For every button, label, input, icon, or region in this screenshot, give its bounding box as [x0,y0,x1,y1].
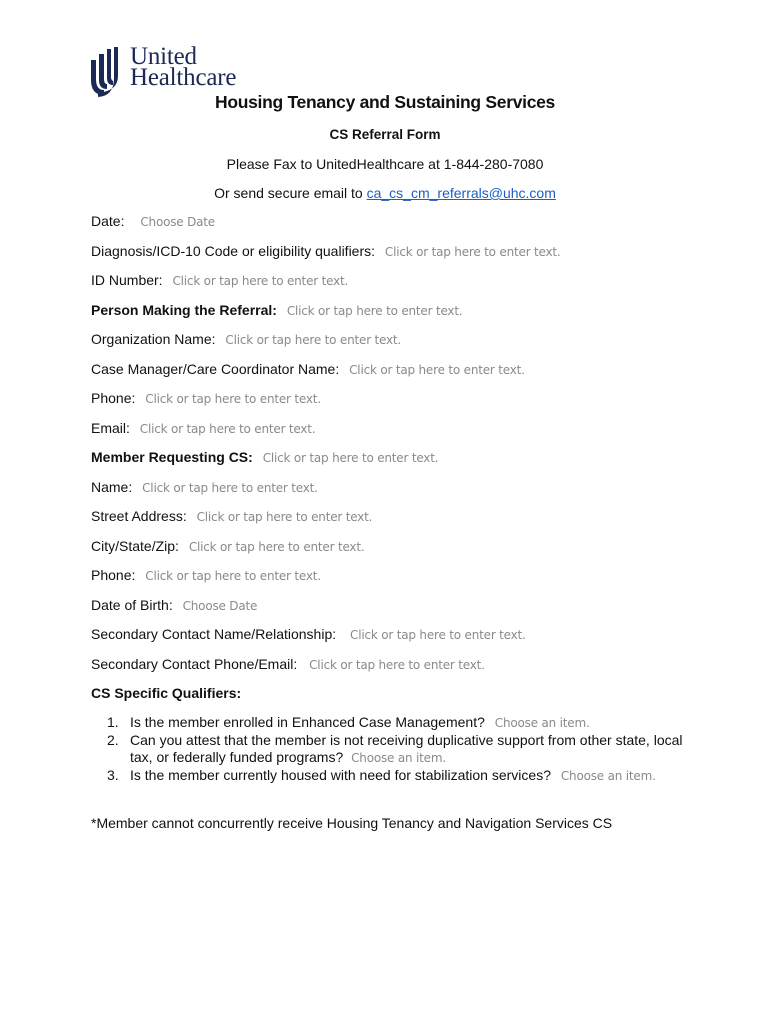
city-state-zip-label: City/State/Zip: [91,538,179,554]
street-address-field [91,508,372,524]
member-requesting-label: Member Requesting CS: [91,449,253,465]
referrer-phone-label: Phone: [91,390,136,406]
date-of-birth-field [91,597,257,613]
email-prefix: Or send secure email to [214,185,363,201]
member-requesting-field [91,449,438,465]
date-of-birth-picker[interactable]: Choose Date [182,599,258,613]
referrer-email-field [91,420,315,436]
member-phone-input[interactable]: Click or tap here to enter text. [145,569,321,583]
uhc-logo-icon [90,46,124,98]
qualifier-number: 3. [107,767,119,783]
case-manager-field [91,361,525,377]
member-phone-label: Phone: [91,567,136,583]
referrer-email-input[interactable]: Click or tap here to enter text. [139,422,316,436]
secondary-phone-field [91,656,485,672]
qualifier-text: Can you attest that the member is not receiving duplicative support from other state, local tax, or federally funded programs? [130,732,683,765]
secondary-name-label: Secondary Contact Name/Relationship: [91,626,337,642]
referrer-phone-field [91,390,321,406]
person-referral-input[interactable]: Click or tap here to enter text. [286,304,463,318]
qualifier-number: 1. [107,714,119,730]
qualifiers-heading-label: CS Specific Qualifiers: [91,685,242,701]
date-label: Date: [91,213,125,229]
organization-label: Organization Name: [91,331,216,347]
footnote: *Member cannot concurrently receive Housing Tenancy and Navigation Services CS [91,815,613,831]
date-of-birth-label: Date of Birth: [91,597,173,613]
person-referral-label: Person Making the Referral: [91,302,277,318]
qualifier-item [107,767,687,785]
member-name-input[interactable]: Click or tap here to enter text. [142,481,318,495]
qualifiers-heading [91,685,247,701]
date-field [91,213,215,229]
id-number-input[interactable]: Click or tap here to enter text. [172,274,349,288]
qualifier-dropdown[interactable]: Choose an item. [494,716,590,730]
diagnosis-field [91,243,561,259]
organization-field [91,331,401,347]
qualifier-text: Is the member enrolled in Enhanced Case Management? [130,714,485,730]
qualifier-dropdown[interactable]: Choose an item. [560,769,656,783]
logo-line-2: Healthcare [130,64,237,91]
city-state-zip-field [91,538,364,554]
person-referral-field [91,302,462,318]
member-name-label: Name: [91,479,133,495]
form-subtitle: CS Referral Form [329,127,441,142]
id-number-label: ID Number: [91,272,163,288]
city-state-zip-input[interactable]: Click or tap here to enter text. [188,540,365,554]
referrer-email-label: Email: [91,420,130,436]
street-address-input[interactable]: Click or tap here to enter text. [196,510,373,524]
secondary-name-field [91,626,526,642]
street-address-label: Street Address: [91,508,187,524]
secondary-phone-input[interactable]: Click or tap here to enter text. [309,658,485,672]
referrer-phone-input[interactable]: Click or tap here to enter text. [145,392,321,406]
qualifier-item [107,714,687,732]
fax-line: Please Fax to UnitedHealthcare at 1-844-280-7080 [226,156,544,172]
member-name-field [91,479,318,495]
secondary-phone-label: Secondary Contact Phone/Email: [91,656,298,672]
member-requesting-input[interactable]: Click or tap here to enter text. [262,451,439,465]
secondary-name-input[interactable]: Click or tap here to enter text. [350,628,526,642]
case-manager-label: Case Manager/Care Coordinator Name: [91,361,340,377]
qualifier-number: 2. [107,732,119,748]
organization-input[interactable]: Click or tap here to enter text. [225,333,402,347]
case-manager-input[interactable]: Click or tap here to enter text. [349,363,525,377]
email-link[interactable]: ca_cs_cm_referrals@uhc.com [366,185,556,201]
qualifier-text: Is the member currently housed with need for stabilization services? [130,767,551,783]
unitedhealthcare-logo [90,43,237,98]
email-line [0,185,770,201]
qualifiers-list [107,714,687,785]
diagnosis-input[interactable]: Click or tap here to enter text. [384,245,561,259]
diagnosis-label: Diagnosis/ICD-10 Code or eligibility qualifiers: [91,243,376,259]
logo-line-1: United [130,43,197,70]
member-phone-field [91,567,321,583]
date-picker[interactable]: Choose Date [140,215,215,229]
id-number-field [91,272,348,288]
qualifier-dropdown[interactable]: Choose an item. [351,751,446,765]
qualifier-item [107,732,687,767]
page-title: Housing Tenancy and Sustaining Services [214,92,555,112]
